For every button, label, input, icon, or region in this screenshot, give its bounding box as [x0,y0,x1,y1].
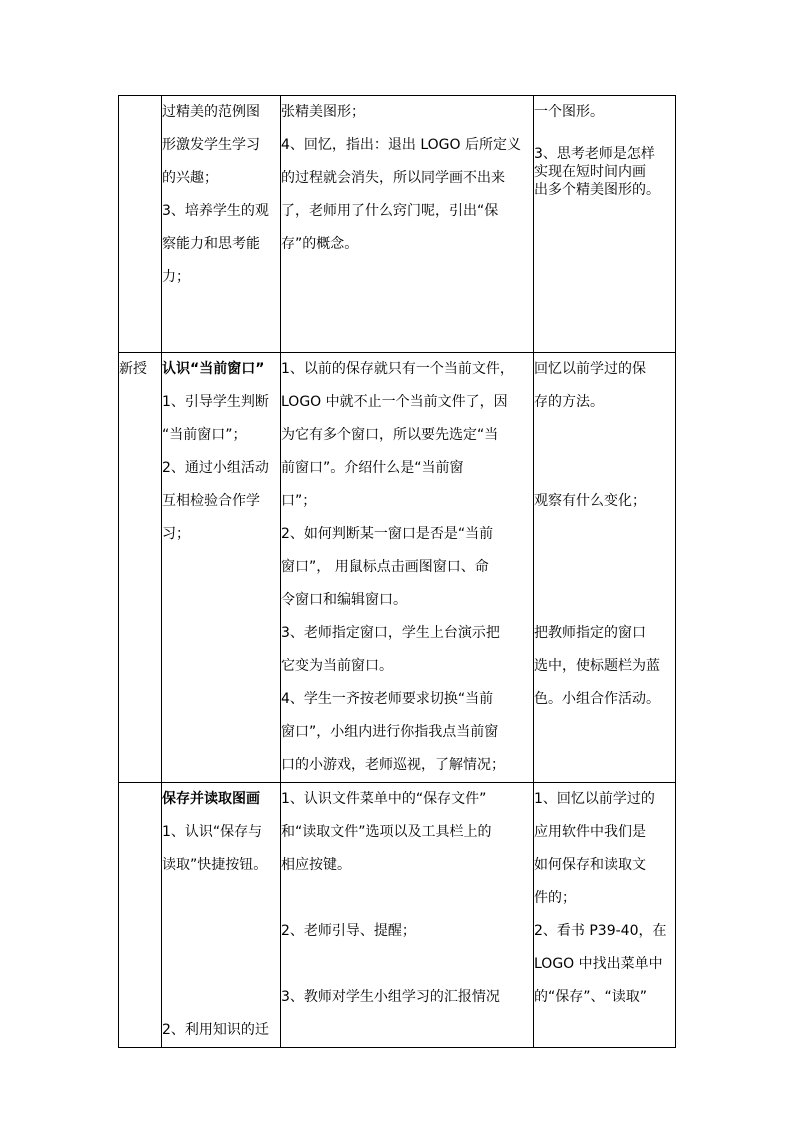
text-line: 2、如何判断某一窗口是否是“当前 [281,526,494,542]
text-line: 窗口”，小组内进行你指我点当前窗 [281,724,499,740]
text-line: 它变为当前窗口。 [281,658,393,674]
text-line: 1、认识文件菜单中的“保存文件” [281,791,487,807]
text-line: 一个图形。 [534,104,604,120]
text-line: 色。小组合作活动。 [534,691,660,707]
text-line: 和“读取文件”选项以及工具栏上的 [281,824,492,840]
text-line: 应用软件中我们是 [534,824,646,840]
objective-cell [162,783,281,1048]
text-line: 存”的概念。 [281,236,359,252]
text-line: 过精美的范例图 [162,104,260,120]
text-line: 互相检验合作学 [162,493,260,509]
text-line: 的兴趣； [162,170,218,186]
text-line: 件的； [534,890,576,906]
text-line: 口”； [281,493,317,509]
text-line: 实现在短时间内画 [534,164,646,180]
text-line: 2、看书 P39-40，在 [534,923,667,939]
text-line: 3、老师指定窗口，学生上台演示把 [281,625,500,641]
phase-cell [119,353,162,783]
student-activity-cell [534,783,676,1048]
text-line: 1、认识“保存与 [162,824,263,840]
text-line: 张精美图形； [281,104,365,120]
text-line: 为它有多个窗口，所以要先选定“当 [281,427,499,443]
student-activity-cell [534,353,676,783]
teacher-activity-cell [281,96,534,353]
phase-label: 新授 [119,361,147,377]
text-line: 形激发学生学习 [162,137,260,153]
text-line: 的“保存”、“读取” [534,989,648,1005]
text-line: 窗口”， 用鼠标点击画图窗口、命 [281,559,489,575]
text-line: 力； [162,269,190,285]
text-line: 存的方法。 [534,394,604,410]
text-line: LOGO 中找出菜单中 [534,956,663,972]
phase-cell [119,96,162,353]
teacher-activity-cell [281,353,534,783]
objective-cell [162,353,281,783]
text-line: 前窗口”。介绍什么是“当前窗 [281,460,464,476]
text-line: 4、回忆，指出：退出 LOGO 后所定义 [281,137,521,153]
text-line: 回忆以前学过的保 [534,361,646,377]
text-line: 令窗口和编辑窗口。 [281,592,407,608]
text-line: 读取”快捷按钮。 [162,857,268,873]
lesson-plan-table [118,95,676,1048]
text-line: 2、利用知识的迁 [162,1022,269,1038]
section-title: 认识“当前窗口” [162,361,265,377]
text-line: 3、教师对学生小组学习的汇报情况 [281,989,500,1005]
text-line: 2、老师引导、提醒； [281,923,416,939]
table-row [119,783,676,1048]
text-line: 相应按键。 [281,857,351,873]
text-line: 1、以前的保存就只有一个当前文件， [281,361,514,377]
text-line: 口的小游戏，老师巡视，了解情况； [281,757,505,773]
text-line: 如何保存和读取文 [534,857,646,873]
text-line: LOGO 中就不止一个当前文件了，因 [281,394,508,410]
text-line: 选中，使标题栏为蓝 [534,658,660,674]
text-line: 习； [162,526,190,542]
text-line: 观察有什么变化； [534,493,646,509]
text-line: 的过程就会消失，所以同学画不出来 [281,170,505,186]
text-line: 把教师指定的窗口 [534,625,646,641]
section-title: 保存并读取图画 [162,791,260,807]
text-line: 3、培养学生的观 [162,203,269,219]
table-row [119,96,676,353]
text-line: “当前窗口”； [162,427,247,443]
objective-cell [162,96,281,353]
text-line: 1、引导学生判断 [162,394,269,410]
table-row [119,353,676,783]
phase-cell [119,783,162,1048]
text-line: 出多个精美图形的。 [534,182,660,198]
teacher-activity-cell [281,783,534,1048]
text-line: 3、思考老师是怎样 [534,146,655,162]
text-line: 4、学生一齐按老师要求切换“当前 [281,691,494,707]
text-line: 了，老师用了什么窍门呢，引出“保 [281,203,499,219]
student-activity-cell [534,96,676,353]
text-line: 1、回忆以前学过的 [534,791,655,807]
text-line: 察能力和思考能 [162,236,260,252]
text-line: 2、通过小组活动 [162,460,269,476]
